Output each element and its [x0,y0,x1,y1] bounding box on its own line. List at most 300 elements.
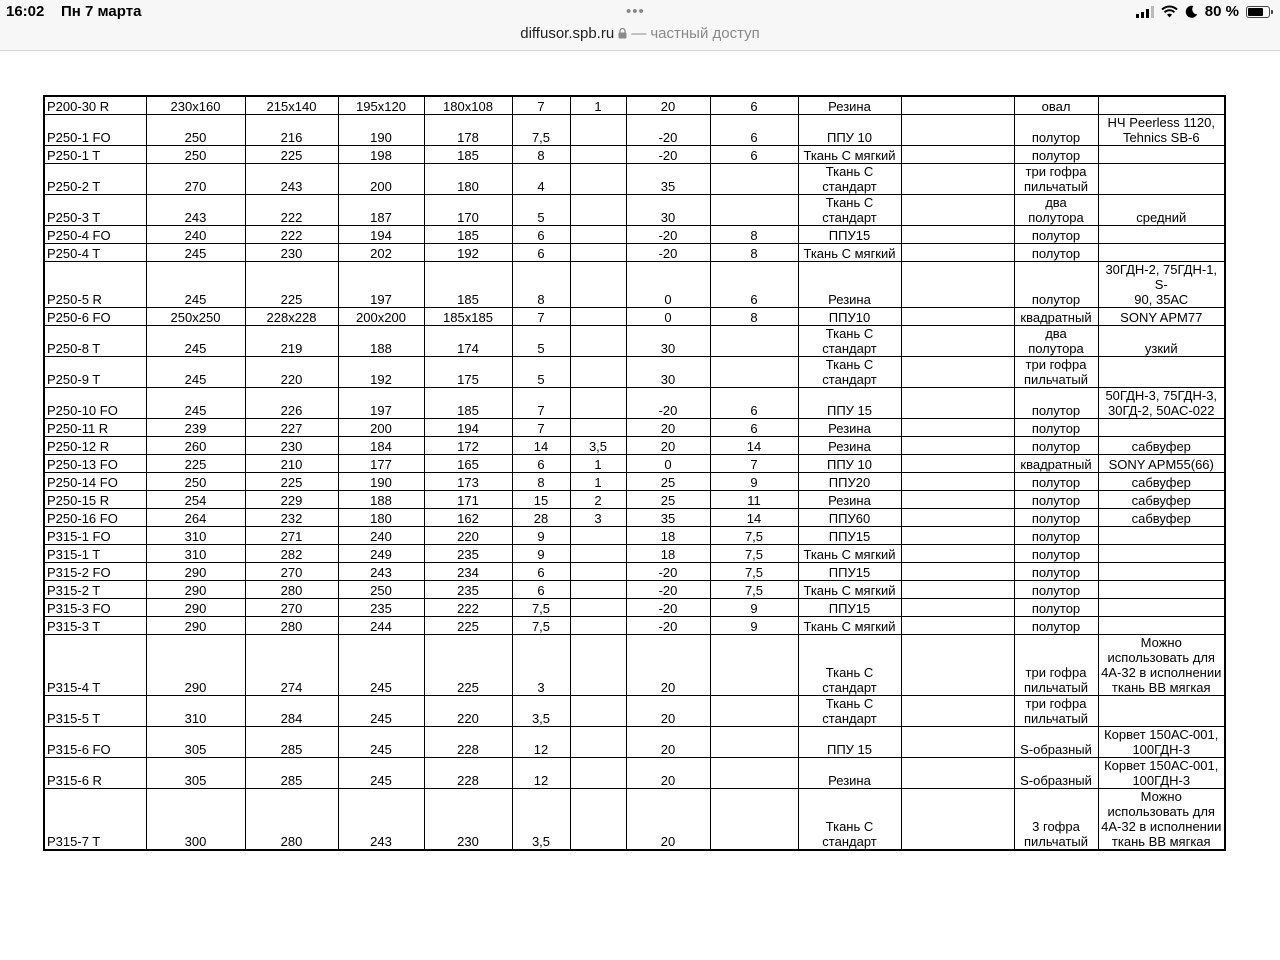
model-cell: P315-6 FO [44,727,146,758]
status-date: Пн 7 марта [61,3,142,20]
moon-icon [1185,5,1198,18]
table-cell: полутор [1014,545,1098,563]
table-cell: полутор [1014,527,1098,545]
table-cell: Ткань С мягкий [798,146,901,164]
table-cell: 12 [512,727,570,758]
table-cell: ППУ15 [798,563,901,581]
table-cell: Ткань С стандарт [798,789,901,851]
table-row [44,96,1225,115]
table-cell [570,563,626,581]
table-row [44,226,1225,244]
table-cell [901,758,1014,789]
table-cell [570,244,626,262]
table-cell: 12 [512,758,570,789]
model-cell: P250-1 FO [44,115,146,146]
table-row [44,509,1225,527]
table-cell: 50ГДН-3, 75ГДН-3, 30ГД-2, 50АС-022 [1098,388,1225,419]
model-cell: P315-4 T [44,635,146,696]
table-cell: 6 [512,244,570,262]
table-cell: 8 [710,244,798,262]
table-cell: 5 [512,195,570,226]
table-cell: 225 [245,262,338,308]
table-cell: 216 [245,115,338,146]
table-row [44,491,1225,509]
table-cell: полутор [1014,491,1098,509]
table-cell: 200 [338,419,424,437]
table-row [44,617,1225,635]
table-row [44,635,1225,696]
table-cell: 6 [512,226,570,244]
table-cell: 20 [626,727,710,758]
table-cell: 20 [626,419,710,437]
table-cell: 305 [146,727,245,758]
table-cell [901,789,1014,851]
table-cell: 185 [424,146,512,164]
table-cell [570,696,626,727]
table-cell: 230x160 [146,96,245,115]
table-cell: 9 [512,527,570,545]
table-cell: Резина [798,419,901,437]
table-cell: 188 [338,491,424,509]
model-cell: P315-3 T [44,617,146,635]
table-cell: ППУ10 [798,308,901,326]
table-cell: 177 [338,455,424,473]
table-cell: ППУ20 [798,473,901,491]
table-cell: 245 [146,357,245,388]
table-cell: 3 [570,509,626,527]
table-cell: 190 [338,115,424,146]
table-cell: Корвет 150АС-001, 100ГДН-3 [1098,758,1225,789]
table-cell [1098,527,1225,545]
table-cell: 162 [424,509,512,527]
model-cell: P250-3 T [44,195,146,226]
table-cell [1098,226,1225,244]
table-cell [570,419,626,437]
table-cell [901,527,1014,545]
model-cell: P250-5 R [44,262,146,308]
table-cell: 195x120 [338,96,424,115]
table-cell [570,357,626,388]
table-cell: Ткань С стандарт [798,635,901,696]
model-cell: P315-6 R [44,758,146,789]
table-cell: 2 [570,491,626,509]
table-cell: 6 [512,455,570,473]
table-row [44,545,1225,563]
table-cell: 8 [710,308,798,326]
table-cell: полутор [1014,617,1098,635]
table-cell [570,599,626,617]
table-cell: 245 [338,635,424,696]
table-cell: 18 [626,545,710,563]
table-cell [710,727,798,758]
table-cell: 8 [512,146,570,164]
table-cell: 210 [245,455,338,473]
table-cell: -20 [626,146,710,164]
table-cell: 9 [512,545,570,563]
table-cell: 188 [338,326,424,357]
table-cell [710,164,798,195]
table-cell [1098,244,1225,262]
table-cell: 245 [146,244,245,262]
table-cell: 170 [424,195,512,226]
table-cell: 30ГДН-2, 75ГДН-1, S- 90, 35АС [1098,262,1225,308]
table-cell: ППУ 10 [798,115,901,146]
table-cell: 225 [146,455,245,473]
table-cell [1098,164,1225,195]
table-cell [901,696,1014,727]
table-cell: SONY APM55(66) [1098,455,1225,473]
table-cell [1098,146,1225,164]
table-cell: 228 [424,727,512,758]
table-cell: S-образный [1014,727,1098,758]
model-cell: P315-5 T [44,696,146,727]
table-cell: три гофра пильчатый [1014,357,1098,388]
table-cell: 7,5 [710,581,798,599]
table-cell: 290 [146,599,245,617]
table-cell: 228 [424,758,512,789]
table-cell: 185 [424,388,512,419]
table-cell [901,195,1014,226]
model-cell: P250-6 FO [44,308,146,326]
table-cell: 284 [245,696,338,727]
table-cell [710,789,798,851]
table-cell: -20 [626,599,710,617]
table-cell [901,226,1014,244]
table-cell: ППУ15 [798,527,901,545]
table-cell: 8 [710,226,798,244]
battery-icon [1246,6,1270,18]
table-cell: 7 [710,455,798,473]
table-cell: Ткань С мягкий [798,581,901,599]
table-cell: 1 [570,96,626,115]
table-cell: 6 [710,96,798,115]
table-cell: 215x140 [245,96,338,115]
table-cell [901,308,1014,326]
table-cell [710,195,798,226]
table-cell: 225 [424,617,512,635]
table-cell: -20 [626,244,710,262]
table-cell: 250 [146,115,245,146]
table-cell [1098,617,1225,635]
table-cell: 200 [338,164,424,195]
table-cell: 227 [245,419,338,437]
table-cell [901,357,1014,388]
table-cell: Ткань С мягкий [798,244,901,262]
table-cell: квадратный [1014,308,1098,326]
model-cell: P250-11 R [44,419,146,437]
table-cell: 250 [146,473,245,491]
table-cell: 280 [245,581,338,599]
table-cell: 1 [570,473,626,491]
table-cell: 185 [424,262,512,308]
table-cell: 20 [626,96,710,115]
table-cell: 240 [146,226,245,244]
table-cell: полутор [1014,563,1098,581]
table-row [44,419,1225,437]
table-cell: 222 [424,599,512,617]
table-cell [710,326,798,357]
table-cell: 18 [626,527,710,545]
table-cell: Можно использовать для 4А-32 в исполнении ткань ВВ мягкая [1098,789,1225,851]
table-row [44,244,1225,262]
table-row [44,563,1225,581]
table-cell: 270 [146,164,245,195]
table-cell: сабвуфер [1098,491,1225,509]
table-cell: Резина [798,437,901,455]
table-cell: 7 [512,388,570,419]
table-row [44,789,1225,851]
table-cell: ППУ 15 [798,727,901,758]
table-cell: 274 [245,635,338,696]
table-row [44,262,1225,308]
table-cell [901,545,1014,563]
table-cell: 282 [245,545,338,563]
lock-icon [618,28,627,39]
table-cell: 7,5 [710,545,798,563]
table-cell: Резина [798,262,901,308]
table-cell: 235 [338,599,424,617]
table-cell: 235 [424,545,512,563]
model-cell: P315-7 T [44,789,146,851]
table-cell: 14 [710,437,798,455]
table-cell: -20 [626,617,710,635]
table-cell: 220 [245,357,338,388]
table-cell [901,244,1014,262]
table-cell [570,146,626,164]
table-row [44,146,1225,164]
table-cell: Ткань С стандарт [798,696,901,727]
table-cell: НЧ Peerless 1120, Tehnics SB-6 [1098,115,1225,146]
wifi-icon [1161,5,1178,18]
table-cell: полутор [1014,473,1098,491]
table-cell: 35 [626,509,710,527]
table-cell: 230 [245,437,338,455]
table-cell: -20 [626,115,710,146]
table-cell: 229 [245,491,338,509]
table-cell: 25 [626,473,710,491]
table-cell: 3 [512,635,570,696]
table-cell: два полутора [1014,326,1098,357]
multitasking-dots[interactable]: ••• [626,3,645,20]
battery-percent: 80 % [1204,3,1239,20]
table-cell: полутор [1014,262,1098,308]
table-cell: 290 [146,617,245,635]
table-cell: 7,5 [512,617,570,635]
table-cell: ППУ15 [798,599,901,617]
table-cell [1098,419,1225,437]
table-cell: 245 [146,388,245,419]
model-cell: P250-4 T [44,244,146,262]
table-row [44,308,1225,326]
table-cell [901,388,1014,419]
table-cell: 30 [626,357,710,388]
table-cell: Резина [798,96,901,115]
table-cell: сабвуфер [1098,509,1225,527]
table-cell: 226 [245,388,338,419]
table-cell: S-образный [1014,758,1098,789]
model-cell: P250-13 FO [44,455,146,473]
table-cell [570,617,626,635]
table-cell [1098,581,1225,599]
table-cell: полутор [1014,388,1098,419]
table-cell [901,419,1014,437]
table-cell: 172 [424,437,512,455]
table-cell: 180x108 [424,96,512,115]
table-cell: Ткань С стандарт [798,195,901,226]
table-cell: -20 [626,388,710,419]
table-cell: 8 [512,473,570,491]
model-cell: P200-30 R [44,96,146,115]
table-cell: 4 [512,164,570,195]
model-cell: P250-10 FO [44,388,146,419]
table-cell: два полутора [1014,195,1098,226]
table-row [44,357,1225,388]
table-cell: -20 [626,226,710,244]
table-cell: 250 [146,146,245,164]
table-cell: 228x228 [245,308,338,326]
model-cell: P315-3 FO [44,599,146,617]
table-cell: 9 [710,599,798,617]
table-cell: три гофра пильчатый [1014,696,1098,727]
table-cell [570,308,626,326]
table-cell: три гофра пильчатый [1014,164,1098,195]
model-cell: P250-16 FO [44,509,146,527]
table-cell: 7 [512,308,570,326]
table-cell: 243 [338,789,424,851]
table-cell: 225 [245,146,338,164]
table-cell: сабвуфер [1098,473,1225,491]
table-cell: 239 [146,419,245,437]
table-cell: 192 [338,357,424,388]
status-bar [0,0,1280,26]
table-cell: 245 [338,758,424,789]
table-cell [570,635,626,696]
table-cell: 185x185 [424,308,512,326]
table-cell [1098,599,1225,617]
table-cell: 245 [338,727,424,758]
model-cell: P315-2 T [44,581,146,599]
table-cell: ППУ15 [798,226,901,244]
table-cell: 305 [146,758,245,789]
table-cell [1098,545,1225,563]
address-bar[interactable] [0,26,1280,51]
table-cell: 220 [424,527,512,545]
table-cell [570,581,626,599]
table-cell: 250x250 [146,308,245,326]
table-cell: 178 [424,115,512,146]
table-cell: 285 [245,727,338,758]
table-cell: 245 [146,326,245,357]
table-cell: 5 [512,326,570,357]
table-cell: 225 [424,635,512,696]
table-cell [570,326,626,357]
table-cell: 230 [245,244,338,262]
table-cell: -20 [626,581,710,599]
table-cell [710,357,798,388]
table-cell [901,164,1014,195]
table-row [44,455,1225,473]
table-cell: 11 [710,491,798,509]
table-cell: 232 [245,509,338,527]
url-host[interactable]: diffusor.spb.ru [520,25,615,42]
table-cell: 20 [626,696,710,727]
table-cell [901,262,1014,308]
model-cell: P250-1 T [44,146,146,164]
table-cell [901,617,1014,635]
model-cell: P250-2 T [44,164,146,195]
table-cell [710,696,798,727]
table-cell: полутор [1014,146,1098,164]
table-cell: Ткань С стандарт [798,357,901,388]
table-cell: 7,5 [710,527,798,545]
model-cell: P250-14 FO [44,473,146,491]
table-cell [710,758,798,789]
table-cell [1098,696,1225,727]
table-cell: 202 [338,244,424,262]
status-time: 16:02 [6,3,45,20]
table-cell [901,115,1014,146]
table-row [44,581,1225,599]
table-cell: 7 [512,96,570,115]
table-cell [901,96,1014,115]
table-cell: овал [1014,96,1098,115]
table-row [44,195,1225,226]
model-cell: P250-15 R [44,491,146,509]
table-cell: 173 [424,473,512,491]
table-cell: 30 [626,326,710,357]
table-cell: 197 [338,388,424,419]
table-cell: 264 [146,509,245,527]
table-cell: 310 [146,696,245,727]
table-cell: 20 [626,789,710,851]
table-cell: 254 [146,491,245,509]
table-cell: ППУ60 [798,509,901,527]
table-cell: 7,5 [512,115,570,146]
table-cell: полутор [1014,599,1098,617]
table-cell: 235 [424,581,512,599]
table-cell: ППУ 15 [798,388,901,419]
table-cell: 245 [338,696,424,727]
table-cell: SONY APM77 [1098,308,1225,326]
table-row [44,437,1225,455]
table-row [44,473,1225,491]
table-cell: 3,5 [512,696,570,727]
model-cell: P315-1 T [44,545,146,563]
table-row [44,727,1225,758]
table-cell: 6 [512,563,570,581]
table-cell [1098,96,1225,115]
table-cell: 9 [710,473,798,491]
table-cell: 0 [626,308,710,326]
table-cell [570,164,626,195]
table-cell [570,115,626,146]
model-cell: P250-8 T [44,326,146,357]
table-cell [901,635,1014,696]
table-cell: 280 [245,617,338,635]
table-cell: 7 [512,419,570,437]
table-cell: 1 [570,455,626,473]
table-cell [710,635,798,696]
table-cell: 8 [512,262,570,308]
table-row [44,758,1225,789]
table-cell [901,509,1014,527]
table-cell: 184 [338,437,424,455]
table-cell: 185 [424,226,512,244]
model-cell: P250-12 R [44,437,146,455]
table-cell: полутор [1014,509,1098,527]
table-cell: 222 [245,226,338,244]
status-indicators [1136,3,1270,20]
